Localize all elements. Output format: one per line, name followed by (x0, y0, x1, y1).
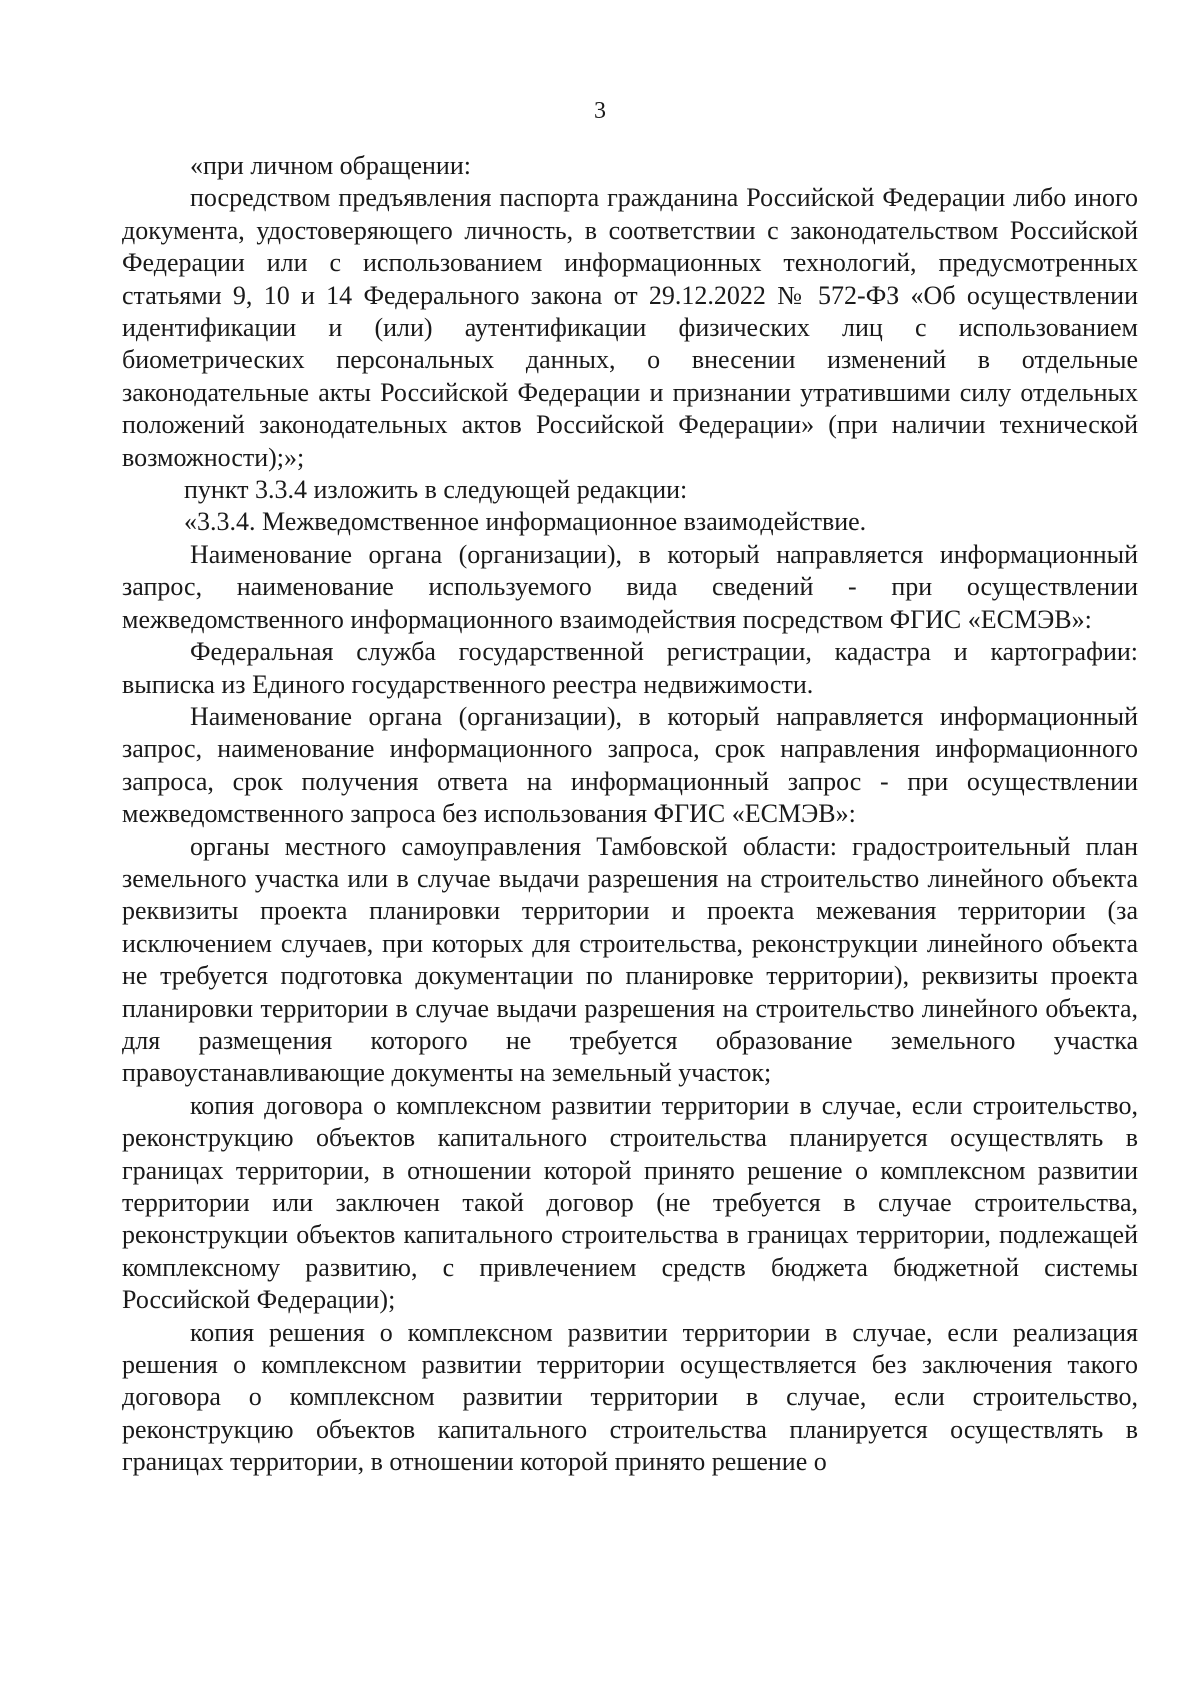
paragraph-personal-appeal: «при личном обращении: (190, 151, 471, 180)
paragraph-smev-request: Наименование органа (организации), в который направляется информационный запрос, наименование используемого вида сведений - при осуществлении межведомственного информационного взаимодействия посредством ФГИС «ЕСМЭВ»: (122, 539, 1138, 634)
page-number: 3 (594, 98, 606, 124)
paragraph-amend-clause: пункт 3.3.4 изложить в следующей редакции: (184, 475, 688, 505)
paragraph-clause-heading: «3.3.4. Межведомственное информационное взаимодействие. (184, 507, 867, 537)
paragraph-passport-identification: посредством предъявления паспорта гражданина Российской Федерации либо иного документа, удостоверяющего личность, в соответствии с законодательством Российской Федерации или с использованием информационных технологий, предусмотренных статьями 9, 10 и 14 Федерального закона от 29.12.2022 № 572-ФЗ «Об осуществлении идентификации и (или) аутентификации физических лиц с использованием биометрических персональных данных, о внесении изменений в отдельные законодательные акты Российской Федерации и признании утратившими силу отдельных положений законодательных актов Российской Федерации» (при наличии технической возможности);»; (122, 183, 1138, 472)
paragraph-rosreestr: Федеральная служба государственной регистрации, кадастра и картографии: выписка из Единого государственного реестра недвижимости. (122, 637, 1138, 699)
paragraph-local-authorities: органы местного самоуправления Тамбовской области: градостроительный план земельного участка или в случае выдачи разрешения на строительство линейного объекта реквизиты проекта планировки территории и проекта межевания территории (за исключением случаев, при которых для строительства, реконструкции линейного объекта не требуется подготовка документации по планировке территории), реквизиты проекта планировки территории в случае выдачи разрешения на строительство линейного объекта, для размещения которого не требуется образование земельного участка правоустанавливающие документы на земельный участок; (122, 831, 1138, 1088)
document-body (122, 150, 1138, 1479)
paragraph-non-smev-request: Наименование органа (организации), в который направляется информационный запрос, наименование информационного запроса, срок направления информационного запроса, срок получения ответа на информационный запрос - при осуществлении межведомственного запроса без использования ФГИС «ЕСМЭВ»: (122, 701, 1138, 829)
paragraph-development-contract: копия договора о комплексном развитии территории в случае, если строительство, реконструкцию объектов капитального строительства планируется осуществлять в границах территории, в отношении которой принято решение о комплексном развитии территории или заключен такой договор (не требуется в случае строительства, реконструкции объектов капитального строительства в границах территории, подлежащей комплексному развитию, с привлечением средств бюджета бюджетной системы Российской Федерации); (122, 1090, 1138, 1315)
paragraph-development-decision: копия решения о комплексном развитии территории в случае, если реализация решения о комплексном развитии территории осуществляется без заключения такого договора о комплексном развитии территории в случае, если строительство, реконструкцию объектов капитального строительства планируется осуществлять в границах территории, в отношении которой принято решение о (122, 1317, 1138, 1477)
